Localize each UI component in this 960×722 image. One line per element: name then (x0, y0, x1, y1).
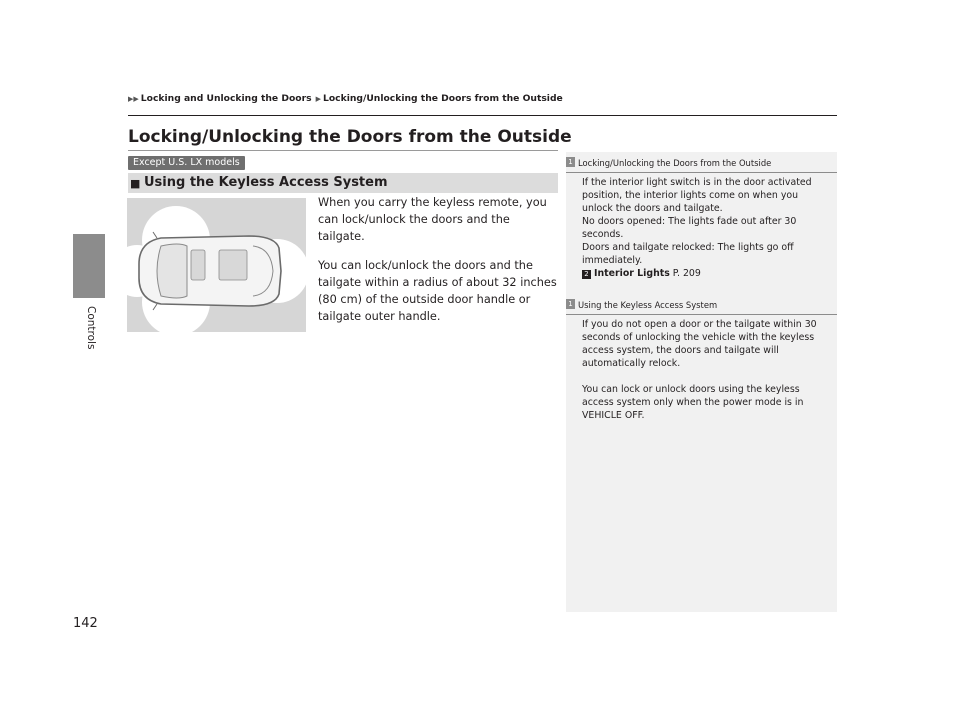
note-locking-unlocking (566, 156, 837, 280)
section-heading (128, 173, 558, 193)
header-divider (128, 115, 837, 116)
model-badge: Except U.S. LX models (128, 156, 245, 170)
xref-label: Interior Lights (594, 268, 670, 279)
page-title: Locking/Unlocking the Doors from the Outside (128, 127, 572, 147)
note-keyless-access (566, 298, 837, 422)
note-line: You can lock or unlock doors using the keyless access system only when the power mode is in VEHICLE OFF. (582, 384, 804, 421)
section-marker-icon: ■ (130, 177, 141, 190)
page-number: 142 (73, 616, 98, 631)
note-heading (566, 156, 837, 172)
breadcrumb (128, 93, 563, 104)
vehicle-top-view-figure (127, 198, 306, 332)
breadcrumb-arrow-icon: ▶ (315, 95, 321, 103)
breadcrumb-arrow-icon: ▶▶ (128, 95, 139, 103)
note-line: Doors and tailgate relocked: The lights go off immediately. (582, 242, 794, 266)
body-paragraph: You can lock/unlock the doors and the tailgate within a radius of about 32 inches (80 cm) of the outside door handle or tailgate outer handle. (318, 259, 557, 323)
car-icon (139, 232, 281, 310)
note-number-icon: 1 (566, 157, 575, 167)
note-divider (566, 172, 837, 173)
title-divider (128, 150, 558, 151)
note-body (566, 176, 837, 267)
note-title: Locking/Unlocking the Doors from the Outside (578, 158, 772, 168)
note-line: If you do not open a door or the tailgate within 30 seconds of unlocking the vehicle with the keyless access system, the doors and tailgate will automatically relock. (582, 319, 817, 369)
cross-reference-icon: 2 (582, 270, 591, 279)
side-tab-marker (73, 234, 105, 298)
xref-page: P. 209 (672, 268, 701, 279)
side-tab-label (81, 306, 101, 386)
body-paragraph: When you carry the keyless remote, you can lock/unlock the doors and the tailgate. (318, 196, 547, 243)
note-divider (566, 314, 837, 315)
note-line: No doors opened: The lights fade out after 30 seconds. (582, 216, 797, 240)
note-title: Using the Keyless Access System (578, 300, 718, 310)
note-number-icon: 1 (566, 299, 575, 309)
vehicle-range-diagram (127, 198, 306, 332)
body-text (318, 194, 558, 337)
note-heading (566, 298, 837, 314)
breadcrumb-item-2[interactable]: Locking/Unlocking the Doors from the Outside (322, 93, 563, 104)
section-title: Using the Keyless Access System (144, 175, 388, 190)
side-tab-text: Controls (85, 306, 97, 350)
interior-lights-link[interactable] (566, 267, 837, 280)
breadcrumb-item-1[interactable]: Locking and Unlocking the Doors (140, 93, 312, 104)
note-body (566, 318, 837, 422)
note-line: If the interior light switch is in the door activated position, the interior lights come on when you unlock the doors and tailgate. (582, 177, 812, 214)
